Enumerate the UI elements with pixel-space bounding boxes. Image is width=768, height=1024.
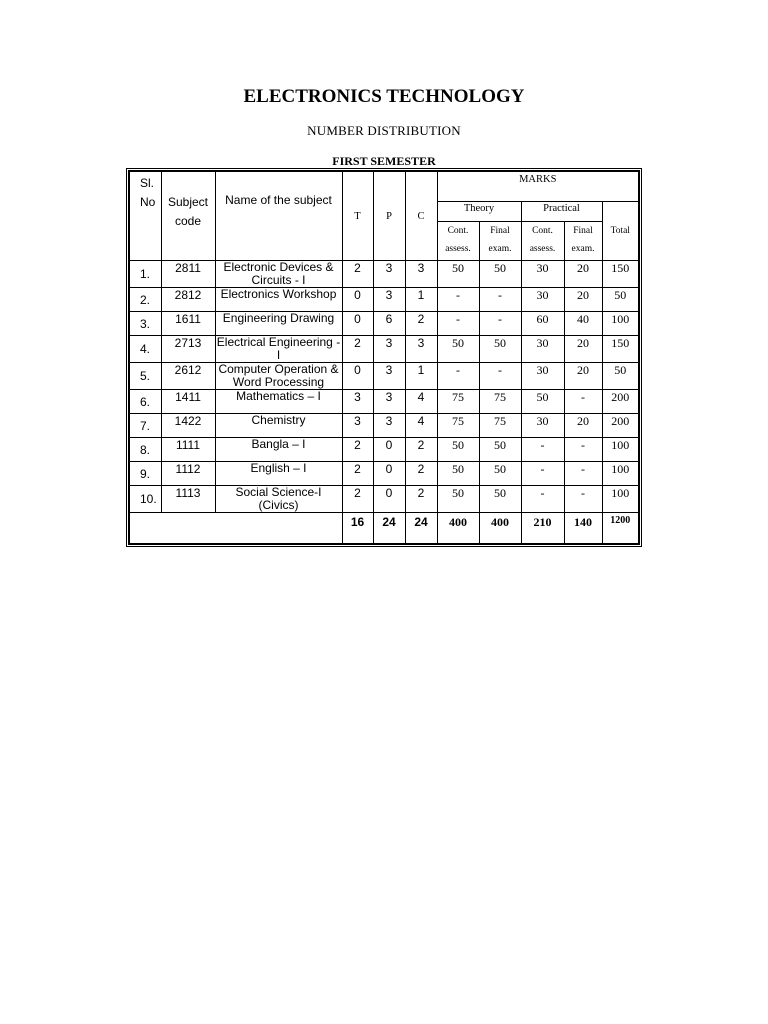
assess-label: assess.	[445, 244, 471, 254]
total-theory-cont: 400	[437, 513, 479, 545]
row-sl: 7.	[129, 414, 161, 438]
row-theory-final: 50	[479, 438, 521, 462]
row-code: 1112	[161, 462, 215, 486]
row-sl: 4.	[129, 336, 161, 363]
row-practical-final: 40	[564, 312, 602, 336]
table-row	[129, 414, 639, 438]
row-code: 1611	[161, 312, 215, 336]
row-theory-cont: -	[437, 363, 479, 390]
row-total: 100	[602, 462, 639, 486]
row-practical-cont: 30	[521, 363, 564, 390]
row-total: 100	[602, 486, 639, 513]
table-row	[129, 462, 639, 486]
row-sl: 1.	[129, 261, 161, 288]
row-code: 1111	[161, 438, 215, 462]
table-row	[129, 438, 639, 462]
header-sl-label: Sl.	[140, 176, 155, 190]
row-practical-final: 20	[564, 363, 602, 390]
row-sl: 3.	[129, 312, 161, 336]
row-p: 3	[373, 363, 405, 390]
row-t: 0	[342, 312, 373, 336]
row-c: 4	[405, 390, 437, 414]
table-row	[129, 363, 639, 390]
row-t: 3	[342, 414, 373, 438]
total-c: 24	[405, 513, 437, 545]
table-row	[129, 336, 639, 363]
row-code: 2812	[161, 288, 215, 312]
row-subject-name: English – I	[215, 462, 342, 486]
marks-table	[128, 170, 640, 545]
table-body	[129, 261, 639, 513]
row-practical-final: 20	[564, 288, 602, 312]
final-label: Final	[573, 226, 593, 236]
header-row-1	[129, 171, 639, 202]
row-practical-cont: -	[521, 462, 564, 486]
row-practical-cont: -	[521, 486, 564, 513]
row-theory-cont: 75	[437, 414, 479, 438]
document-title: ELECTRONICS TECHNOLOGY	[243, 86, 525, 107]
row-theory-cont: 50	[437, 462, 479, 486]
header-theory-cont	[437, 222, 479, 261]
row-total: 50	[602, 288, 639, 312]
row-sl: 5.	[129, 363, 161, 390]
row-theory-final: 50	[479, 261, 521, 288]
row-c: 2	[405, 438, 437, 462]
row-practical-final: -	[564, 390, 602, 414]
row-t: 2	[342, 261, 373, 288]
row-code: 1113	[161, 486, 215, 513]
row-subject-name: Mathematics – I	[215, 390, 342, 414]
row-subject-name: Social Science-I (Civics)	[215, 486, 342, 513]
total-practical-cont: 210	[521, 513, 564, 545]
row-sl: 9.	[129, 462, 161, 486]
row-sl: 2.	[129, 288, 161, 312]
header-subject-code	[161, 171, 215, 261]
row-practical-cont: 30	[521, 414, 564, 438]
row-subject-name: Computer Operation & Word Processing	[215, 363, 342, 390]
row-total: 150	[602, 336, 639, 363]
header-practical-final	[564, 222, 602, 261]
row-theory-cont: 50	[437, 261, 479, 288]
row-theory-final: -	[479, 363, 521, 390]
row-theory-final: 50	[479, 486, 521, 513]
row-practical-final: 20	[564, 414, 602, 438]
header-theory: Theory	[437, 202, 521, 222]
assess-label: assess.	[529, 244, 556, 254]
row-sl: 6.	[129, 390, 161, 414]
row-theory-cont: 50	[437, 438, 479, 462]
row-p: 3	[373, 336, 405, 363]
row-subject-name: Electrical Engineering - I	[216, 335, 341, 362]
row-t: 2	[342, 336, 373, 363]
row-subject-name: Electronic Devices & Circuits - I	[215, 261, 342, 288]
row-code: 2713	[161, 336, 215, 363]
table-row	[129, 486, 639, 513]
final-label: Final	[490, 226, 510, 236]
cont-label: Cont.	[532, 226, 553, 236]
row-t: 3	[342, 390, 373, 414]
header-practical-cont	[521, 222, 564, 261]
header-theory-final	[479, 222, 521, 261]
exam-label: exam.	[488, 244, 512, 254]
row-practical-cont: 30	[521, 261, 564, 288]
row-practical-final: -	[564, 438, 602, 462]
row-practical-cont: 60	[521, 312, 564, 336]
row-subject-name: Bangla – I	[215, 438, 342, 462]
row-theory-cont: -	[437, 288, 479, 312]
row-theory-cont: 50	[437, 486, 479, 513]
header-t: T	[342, 171, 373, 261]
total-theory-final: 400	[479, 513, 521, 545]
row-c: 2	[405, 462, 437, 486]
row-t: 2	[342, 486, 373, 513]
exam-label: exam.	[571, 244, 595, 254]
header-practical: Practical	[521, 202, 602, 222]
row-c: 1	[405, 363, 437, 390]
row-c: 2	[405, 486, 437, 513]
row-sl: 8.	[129, 438, 161, 462]
row-total: 200	[602, 390, 639, 414]
row-theory-final: 50	[479, 462, 521, 486]
row-practical-cont: 30	[521, 288, 564, 312]
row-theory-final: 50	[479, 336, 521, 363]
table-row	[129, 261, 639, 288]
cont-label: Cont.	[447, 226, 469, 236]
row-total: 50	[602, 363, 639, 390]
row-subject-name: Electronics Workshop	[215, 288, 342, 312]
totals-row	[129, 513, 639, 545]
total-p: 24	[373, 513, 405, 545]
table-row	[129, 288, 639, 312]
row-practical-cont: -	[521, 438, 564, 462]
row-code: 1422	[161, 414, 215, 438]
row-theory-final: 75	[479, 390, 521, 414]
row-code: 1411	[161, 390, 215, 414]
row-c: 1	[405, 288, 437, 312]
row-p: 0	[373, 486, 405, 513]
row-p: 3	[373, 261, 405, 288]
row-p: 3	[373, 288, 405, 312]
semester-heading: FIRST SEMESTER	[332, 154, 436, 168]
row-practical-final: -	[564, 486, 602, 513]
row-theory-final: -	[479, 312, 521, 336]
header-total: Total	[602, 202, 639, 261]
row-practical-cont: 30	[521, 336, 564, 363]
row-practical-final: 20	[564, 336, 602, 363]
row-t: 0	[342, 363, 373, 390]
row-theory-cont: -	[437, 312, 479, 336]
row-theory-final: 75	[479, 414, 521, 438]
row-total: 100	[602, 312, 639, 336]
row-c: 2	[405, 312, 437, 336]
header-no-label: No	[140, 195, 156, 209]
row-total: 150	[602, 261, 639, 288]
header-marks: MARKS	[437, 171, 639, 202]
row-p: 0	[373, 462, 405, 486]
table-row	[129, 312, 639, 336]
row-t: 2	[342, 438, 373, 462]
table-row	[129, 390, 639, 414]
row-t: 2	[342, 462, 373, 486]
header-c: C	[405, 171, 437, 261]
row-p: 0	[373, 438, 405, 462]
header-p: P	[373, 171, 405, 261]
header-sl-no	[129, 171, 161, 261]
totals-label-cell	[129, 513, 342, 545]
row-sl: 10.	[129, 486, 161, 513]
row-t: 0	[342, 288, 373, 312]
row-c: 3	[405, 336, 437, 363]
row-theory-cont: 75	[437, 390, 479, 414]
total-practical-final: 140	[564, 513, 602, 545]
row-subject-name: Chemistry	[215, 414, 342, 438]
total-t: 16	[342, 513, 373, 545]
row-c: 3	[405, 261, 437, 288]
row-practical-final: -	[564, 462, 602, 486]
row-practical-cont: 50	[521, 390, 564, 414]
total-grand: 1200	[602, 513, 639, 545]
row-total: 100	[602, 438, 639, 462]
header-subject-label: Subject	[167, 195, 209, 209]
row-total: 200	[602, 414, 639, 438]
row-theory-cont: 50	[437, 336, 479, 363]
row-practical-final: 20	[564, 261, 602, 288]
header-code-label: code	[174, 214, 202, 228]
row-p: 3	[373, 390, 405, 414]
row-c: 4	[405, 414, 437, 438]
row-theory-final: -	[479, 288, 521, 312]
document-subtitle: NUMBER DISTRIBUTION	[307, 123, 461, 138]
row-code: 2811	[161, 261, 215, 288]
row-subject-name: Engineering Drawing	[215, 312, 342, 336]
row-code: 2612	[161, 363, 215, 390]
header-subject-name: Name of the subject	[215, 171, 342, 261]
row-p: 3	[373, 414, 405, 438]
row-p: 6	[373, 312, 405, 336]
